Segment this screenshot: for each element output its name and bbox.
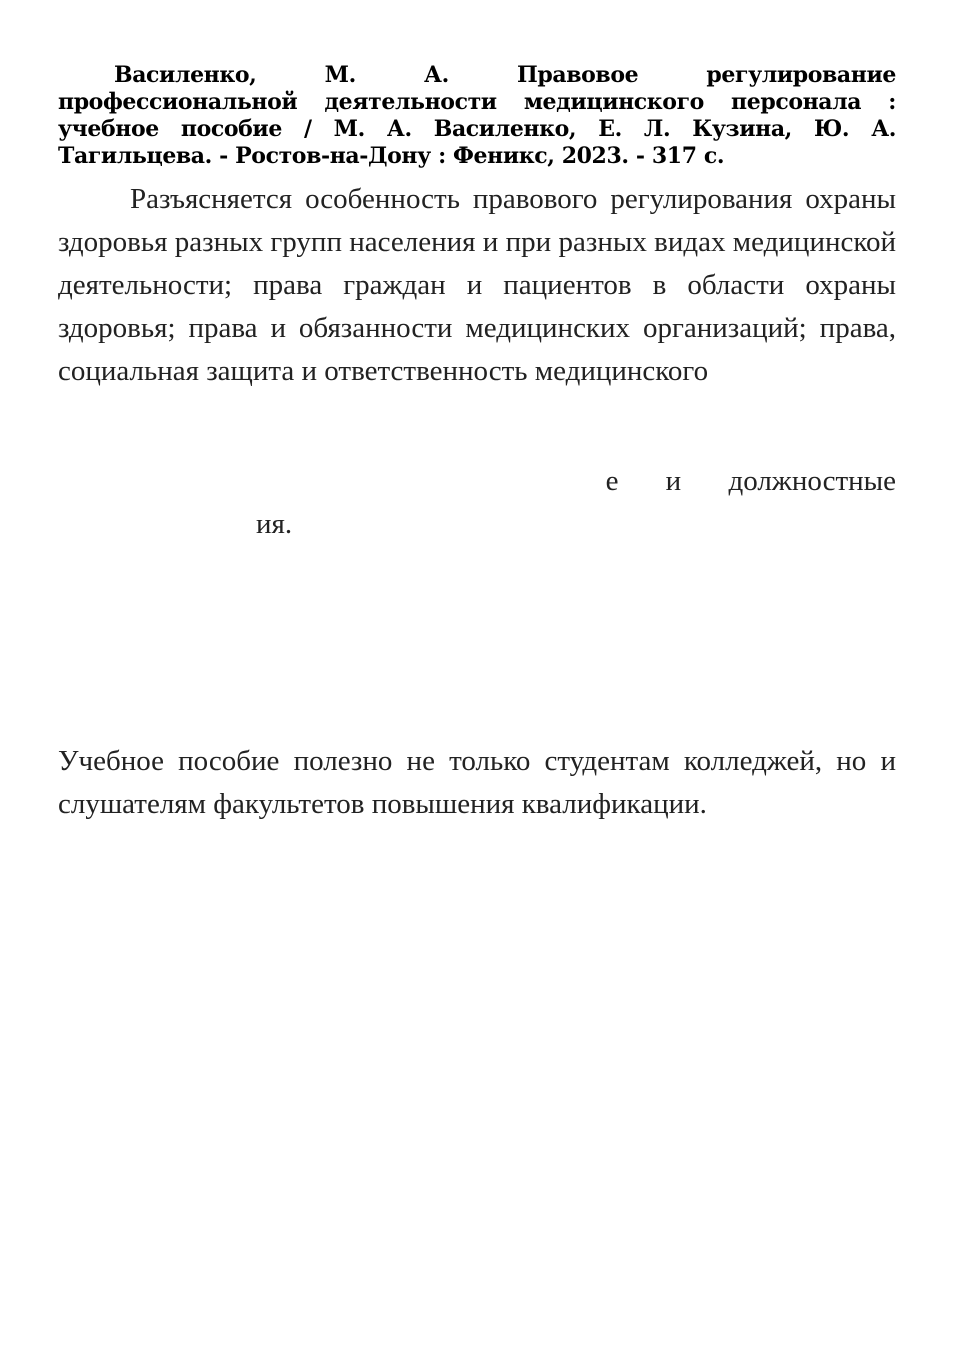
bibliographic-citation: Василенко, М. А. Правовое регулирование профессиональной деятельности медицинского персонала : учебное пособие / М. А. Василенко, Е. Л. Кузина, Ю. А. Тагильцева. - Ростов-на-Дону : Феникс, 2023. - 317 с. bbox=[58, 62, 896, 169]
abstract-paragraph: Разъясняется особенность правового регулирования охраны здоровья разных групп населения и при разных видах медицинской деятельности; права граждан и пациентов в области охраны здоровья; права и обязанности медицинских организаций; права, социальная защита и ответственность медицинского bbox=[58, 183, 896, 387]
abstract-fragment-line: е и должностные bbox=[605, 465, 896, 497]
abstract-fragment-end: ия. bbox=[256, 508, 293, 540]
audience-note: Учебное пособие полезно не только студентам колледжей, но и слушателям факультетов повышения квалификации. bbox=[58, 745, 896, 820]
document-page bbox=[58, 62, 896, 820]
